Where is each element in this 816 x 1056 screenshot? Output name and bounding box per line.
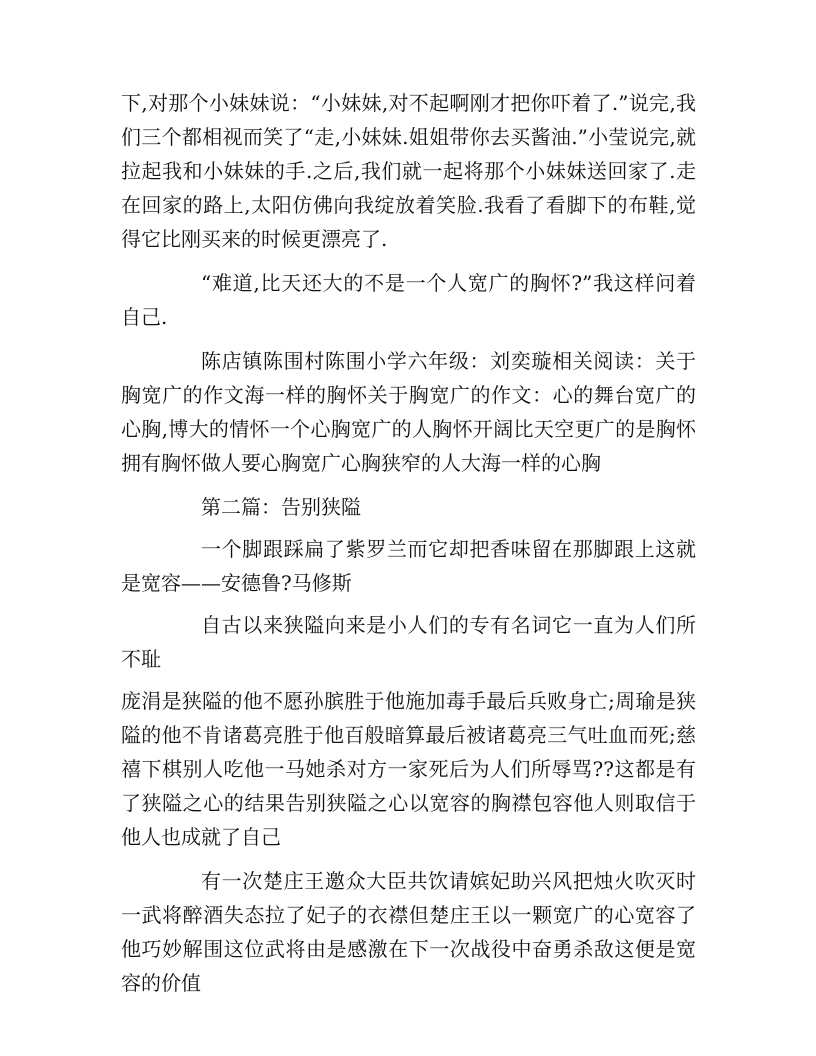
paragraph-intro: 自古以来狭隘向来是小人们的专有名词它一直为人们所不耻 [121, 613, 696, 671]
paragraph-story-ending: 下,对那个小妹妹说：“小妹妹,对不起啊刚才把你吓着了.”说完,我们三个都相视而笑了“走,小妹妹.姐姐带你去买酱油.”小莹说完,就拉起我和小妹妹的手.之后,我们就一起将那个小妹妹送回家了.走在回家的路上,太阳仿佛向我绽放着笑脸.我看了看脚下的布鞋,觉得它比刚买来的时候更漂亮了. [121, 91, 696, 251]
document-body [121, 86, 696, 1010]
paragraph-author-and-related: 陈店镇陈围村陈围小学六年级：刘奕璇相关阅读：关于胸宽广的作文海一样的胸怀关于胸宽广的作文：心的舞台宽广的心胸,博大的情怀一个心胸宽广的人胸怀开阔比天空更广的是胸怀拥有胸怀做人要心胸宽广心胸狭窄的人大海一样的心胸 [121, 349, 696, 475]
paragraph-chuzhuang-story: 有一次楚庄王邀众大臣共饮请嫔妃助兴风把烛火吹灭时一武将醉酒失态拉了妃子的衣襟但楚庄王以一颗宽广的心宽容了他巧妙解围这位武将由是感激在下一次战役中奋勇杀敌这便是宽容的价值 [121, 869, 696, 995]
section-heading: 第二篇：告别狭隘 [201, 495, 361, 519]
paragraph-quote: 一个脚跟踩扁了紫罗兰而它却把香味留在那脚跟上这就是宽容——安德鲁?马修斯 [121, 537, 696, 595]
paragraph-examples: 庞涓是狭隘的他不愿孙膑胜于他施加毒手最后兵败身亡;周瑜是狭隘的他不肯诸葛亮胜于他百般暗算最后被诸葛亮三气吐血而死;慈禧下棋别人吃他一马她杀对方一家死后为人们所辱骂??这都是有了狭隘之心的结果告别狭隘之心以宽容的胸襟包容他人则取信于他人也成就了自己 [121, 689, 696, 849]
paragraph-question: “难道,比天还大的不是一个人宽广的胸怀?”我这样问着自己. [121, 271, 696, 329]
